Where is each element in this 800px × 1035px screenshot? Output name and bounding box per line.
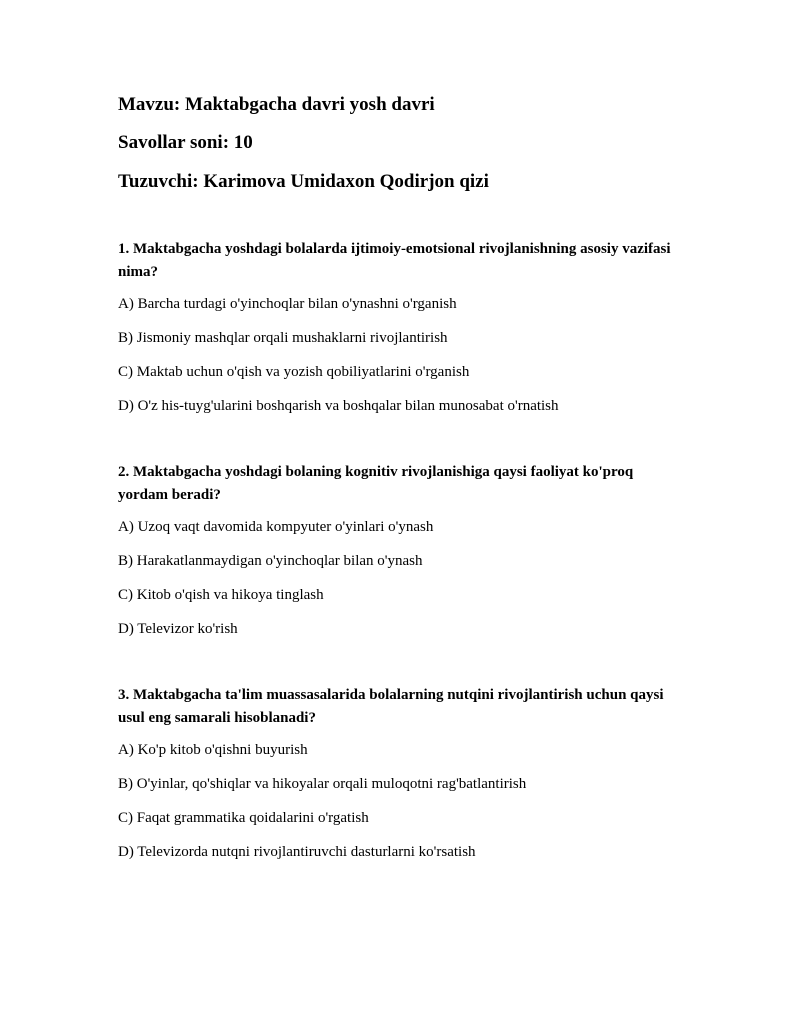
author-line: Tuzuvchi: Karimova Umidaxon Qodirjon qizi: [118, 171, 489, 192]
answer-option: D) Televizorda nutqni rivojlantiruvchi dasturlarni ko'rsatish: [118, 844, 476, 860]
answer-option: C) Kitob o'qish va hikoya tinglash: [118, 587, 324, 603]
answer-options: [118, 518, 678, 638]
question-count: Savollar soni: 10: [118, 132, 253, 153]
answer-option: B) Jismoniy mashqlar orqali mushaklarni rivojlantirish: [118, 330, 448, 346]
question-text: 1. Maktabgacha yoshdagi bolalarda ijtimoiy-emotsional rivojlanishning asosiy vazifasi nima?: [118, 241, 671, 280]
answer-option: C) Faqat grammatika qoidalarini o'rgatish: [118, 810, 369, 826]
subject-title: Mavzu: Maktabgacha davri yosh davri: [118, 94, 435, 115]
answer-option: A) Barcha turdagi o'yinchoqlar bilan o'ynashni o'rganish: [118, 296, 457, 312]
question-text: 3. Maktabgacha ta'lim muassasalarida bolalarning nutqini rivojlantirish uchun qaysi usul eng samarali hisoblanadi?: [118, 687, 664, 726]
question-block: [118, 238, 678, 415]
answer-option: A) Uzoq vaqt davomida kompyuter o'yinlari o'ynash: [118, 519, 434, 535]
answer-option: C) Maktab uchun o'qish va yozish qobiliyatlarini o'rganish: [118, 364, 470, 380]
answer-options: [118, 741, 678, 861]
question-text: 2. Maktabgacha yoshdagi bolaning kognitiv rivojlanishiga qaysi faoliyat ko'proq yordam beradi?: [118, 464, 634, 503]
question-block: [118, 461, 678, 638]
answer-option: B) Harakatlanmaydigan o'yinchoqlar bilan o'ynash: [118, 553, 423, 569]
answer-option: A) Ko'p kitob o'qishni buyurish: [118, 742, 308, 758]
answer-option: B) O'yinlar, qo'shiqlar va hikoyalar orqali muloqotni rag'batlantirish: [118, 776, 527, 792]
question-block: [118, 684, 678, 861]
answer-option: D) O'z his-tuyg'ularini boshqarish va boshqalar bilan munosabat o'rnatish: [118, 398, 559, 414]
answer-option: D) Televizor ko'rish: [118, 621, 238, 637]
answer-options: [118, 295, 678, 415]
